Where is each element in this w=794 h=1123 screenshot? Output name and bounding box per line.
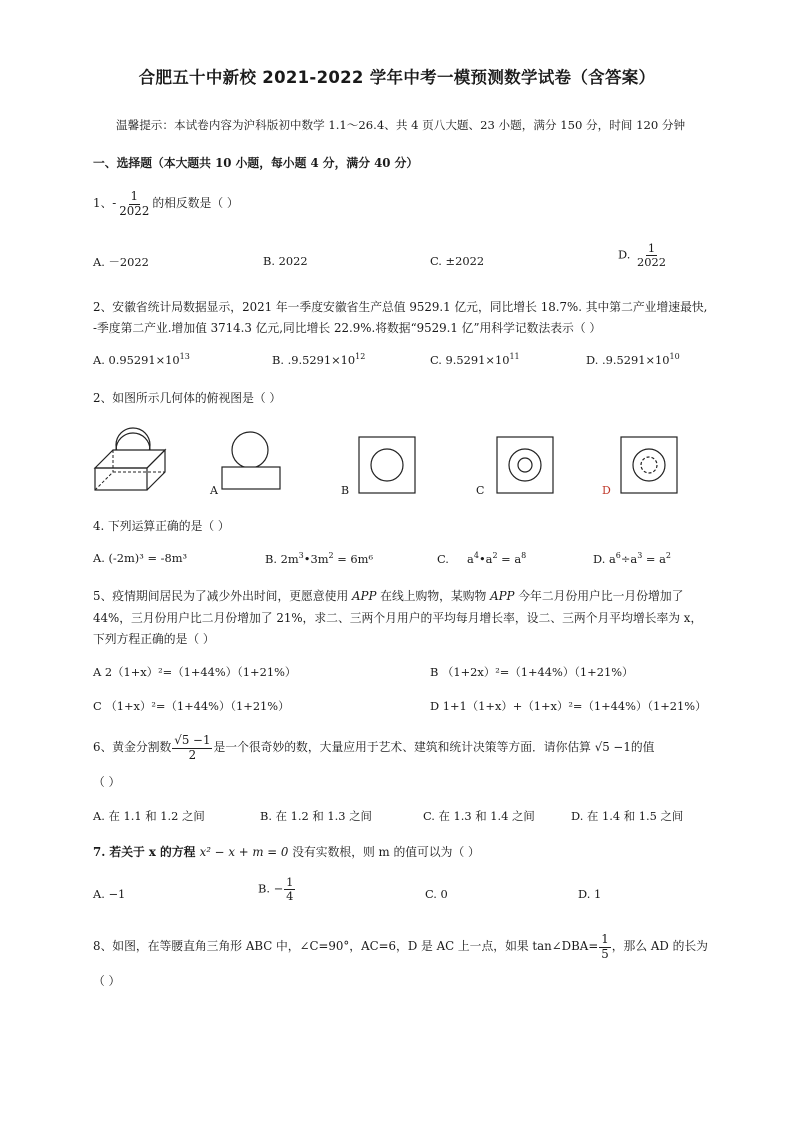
q2-option-a [93,352,190,367]
q5-app-1: APP [352,589,377,603]
q5-option-a: A 2（1+x）²=（1+44%）（1+21%） [93,665,297,679]
question-4: 4. 下列运算正确的是（ ） [93,519,230,533]
q4-c-post: = a [497,552,522,566]
question-2-line-2: -季度第二产业.增加值 3714.3 亿元,同比增长 22.9%.将数据“9529.1 亿”用科学记数法表示（ ） [93,321,602,335]
q2-b-exp: 12 [355,352,366,361]
q4-c-label: C. [437,552,449,566]
q6-option-b: B. 在 1.2 和 1.3 之间 [260,809,372,823]
q2-option-d [586,352,680,367]
q7-b-den: 4 [286,889,294,904]
q8-prefix: 8、如图，在等腰直角三角形 ABC 中，∠C=90°，AC=6，D 是 AC 上一点，如果 tan∠DBA= [93,939,599,954]
q7-b-fraction [284,876,295,903]
q1-option-c: C. ±2022 [430,254,485,268]
q4-b-pre: B. 2m [265,552,299,566]
page-title: 合肥五十中新校 2021-2022 学年中考一模预测数学试卷（含答案） [138,68,656,87]
q2-c-exp: 11 [509,352,520,361]
q1-option-d [618,242,669,269]
q3-option-a-figure [220,430,282,492]
q6-mid: 是一个很奇妙的数，大量应用于艺术、建筑和统计决策等方面．请你估算 √5 −1的值 [213,740,655,755]
q4-b-post: = 6m⁶ [333,552,374,566]
q6-frac-num: √5 −1 [174,733,211,747]
question-6 [93,734,654,762]
q1-d-den: 2022 [636,255,666,270]
q4-option-b [265,551,373,566]
q7-equation: x² − x + m = 0 [199,845,289,859]
question-3: 2、如图所示几何体的俯视图是（ ） [93,391,282,405]
question-5-line-3: 下列方程正确的是（ ） [93,632,215,646]
q3-label-a: A [210,484,218,497]
exam-tip: 温馨提示：本试卷内容为沪科版初中数学 1.1～26.4、共 4 页八大题、23 小题，满分 150 分，时间 120 分钟 [116,118,686,132]
q2-b-base: B. .9.5291×10 [272,353,356,367]
q3-label-c: C [476,484,485,497]
q2-d-exp: 10 [669,352,680,361]
q1-option-d-fraction [635,242,668,269]
q4-d-e3: 2 [665,551,671,560]
question-1 [93,190,239,218]
q6-frac-den: 2 [188,747,197,762]
q7-b-pre: B. − [258,881,284,896]
q7-option-d: D. 1 [578,887,602,901]
q5-line1-post: 今年二月份用户比一月份增加了 [514,589,684,603]
q5-line1-mid: 在线上购物，某购物 [376,589,491,603]
q4-d-pre: D. a [593,552,616,566]
q4-b-e1: 3 [298,551,304,560]
q8-suffix: ，那么 AD 的长为 [611,939,708,954]
q4-c-mid: •a [478,552,493,566]
q1-option-b: B. 2022 [263,254,308,268]
q8-fraction [599,933,611,961]
q7-prefix: 7. 若关于 x 的方程 [93,845,200,859]
q4-c-e2: 2 [492,551,498,560]
q4-c-pre: a [467,552,474,566]
q2-a-exp: 13 [179,352,190,361]
q1-fraction [117,190,151,218]
q8-frac-num: 1 [601,932,609,946]
q8-frac-den: 5 [601,946,609,961]
question-7 [93,843,480,860]
q2-option-b [272,352,365,367]
q1-option-a: A. －2022 [93,255,149,269]
q5-option-d: D 1+1（1+x）+（1+x）²=（1+44%）（1+21%） [430,699,707,713]
q3-label-b: B [341,484,350,497]
q2-a-base: A. 0.95291×10 [93,353,180,367]
q4-option-a: A. (-2m)³ = -8m³ [93,551,188,565]
q3-option-d-figure [620,436,678,494]
q6-prefix: 6、黄金分割数 [93,740,172,755]
q5-line1-pre: 5、疫情期间居民为了减少外出时间，更愿意使用 [93,589,352,603]
q1-option-d-label: D. [618,247,631,262]
q6-option-a: A. 在 1.1 和 1.2 之间 [93,809,205,823]
q1-frac-den: 2022 [119,203,150,218]
q7-suffix: 没有实数根，则 m 的值可以为（ ） [288,845,480,859]
q7-b-num: 1 [286,875,294,889]
q1-prefix: 1、- [93,196,117,211]
q1-suffix: 的相反数是（ ） [152,196,239,211]
q4-d-mid: ÷a [620,552,638,566]
q6-fraction [172,734,212,762]
q4-d-e1: 6 [615,551,621,560]
q7-option-c: C. 0 [425,887,448,901]
q4-c-e3: 8 [521,551,527,560]
q3-option-b-figure [358,436,416,494]
q2-option-c [430,352,520,367]
q5-app-2: APP [490,589,515,603]
q1-d-num: 1 [647,241,656,255]
q4-option-c [437,551,526,566]
q4-d-e2: 3 [637,551,643,560]
question-8 [93,933,708,961]
q8-paren: （ ） [93,974,121,988]
q7-option-a: A. −1 [93,887,126,901]
q2-d-base: D. .9.5291×10 [586,353,670,367]
q4-option-d [593,551,671,566]
q1-frac-num: 1 [130,189,139,203]
question-2-line-1: 2、安徽省统计局数据显示，2021 年一季度安徽省生产总值 9529.1 亿元，同比增长 18.7%. 其中第二产业增速最快, [93,300,708,314]
q3-label-d: D [602,484,611,497]
q6-paren: （ ） [93,775,121,789]
q4-c-e1: 4 [473,551,479,560]
q7-option-b [258,876,296,903]
q2-c-base: C. 9.5291×10 [430,353,510,367]
q3-option-c-figure [496,436,554,494]
q3-geometry-solid [93,420,173,495]
question-5-line-1 [93,587,683,604]
section-heading-choice: 一、选择题（本大题共 10 小题，每小题 4 分，满分 40 分） [93,156,419,170]
q4-d-post: = a [642,552,666,566]
q6-option-c: C. 在 1.3 和 1.4 之间 [423,809,535,823]
q5-option-c: C （1+x）²=（1+44%）（1+21%） [93,699,290,713]
q4-b-mid: •3m [303,552,329,566]
q6-option-d: D. 在 1.4 和 1.5 之间 [571,809,684,823]
q5-option-b: B （1+2x）²=（1+44%）（1+21%） [430,665,634,679]
q4-b-e2: 2 [328,551,334,560]
question-5-line-2: 44%，三月份用户比二月份增加了 21%，求二、三两个月用户的平均每月增长率，设二、三两个月平均增长率为 x， [93,611,703,625]
